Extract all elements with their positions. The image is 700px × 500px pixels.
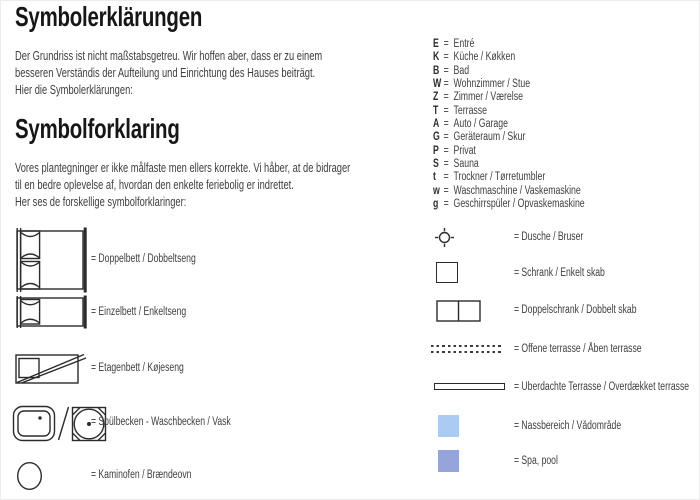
room-code-row <box>433 131 585 144</box>
room-code-label: Auto / Garage <box>453 118 508 131</box>
symbol-label-text: = Spülbecken - Waschbecken / Vask <box>91 416 231 428</box>
symbol-label-cabinet <box>514 267 635 280</box>
dash-row <box>431 351 504 353</box>
german-title: Symbolerklärungen <box>15 1 203 32</box>
symbol-label-text: = Überdachte Terrasse / Overdækket terrasse <box>514 381 690 393</box>
double-cabinet-icon <box>436 300 481 327</box>
room-code-row <box>433 158 585 171</box>
room-code-row <box>433 118 585 131</box>
room-code-letter: G <box>433 131 440 144</box>
room-code-letter: W <box>433 78 442 91</box>
wood-stove-icon <box>16 461 43 496</box>
symbol-label-text: = Doppelbett / Dobbeltseng <box>91 253 196 265</box>
german-intro <box>15 47 322 99</box>
room-code-letter: P <box>433 144 439 157</box>
symbol-label-text: = Nassbereich / Vådområde <box>514 420 622 432</box>
symbol-label-shower <box>514 231 606 244</box>
room-code-label: Bad <box>453 64 470 77</box>
room-code-row <box>433 171 585 184</box>
room-code-letter: T <box>433 104 439 117</box>
wash-basin-icon <box>12 405 56 447</box>
room-code-row <box>433 78 585 91</box>
symbol-label-text: = Einzelbett / Enkeltseng <box>91 306 187 318</box>
symbol-label-text: = Dusche / Bruser <box>514 231 584 243</box>
room-code-letter: w <box>433 184 440 197</box>
symbol-label-text: = Doppelschrank / Dobbelt skab <box>514 304 637 316</box>
equals-sign: = <box>443 184 449 197</box>
room-code-label: Privat <box>453 144 476 157</box>
equals-sign: = <box>443 171 449 184</box>
symbol-label-text: = Spa, pool <box>514 455 558 467</box>
symbol-label-double-bed <box>91 253 231 266</box>
room-code-row <box>433 185 585 198</box>
german-intro-line: Der Grundriss ist nicht maßstabsgetreu. Wir hoffen aber, dass er zu einem <box>15 48 323 63</box>
danish-intro <box>15 159 350 211</box>
symbol-label-spa-pool <box>514 455 573 468</box>
covered-terrace-icon <box>434 383 505 390</box>
equals-sign: = <box>443 198 449 211</box>
symbol-label-wet-area <box>514 420 657 433</box>
symbol-label-text: = Schrank / Enkelt skab <box>514 267 605 279</box>
slash-separator <box>57 405 70 447</box>
room-code-label: Waschmaschine / Vaskemaskine <box>453 184 581 197</box>
symbol-label-open-terrace <box>514 343 684 356</box>
equals-sign: = <box>443 78 449 91</box>
equals-sign: = <box>443 118 449 131</box>
room-code-letter: E <box>433 38 439 50</box>
room-code-letter: Z <box>433 91 439 104</box>
room-code-letter: B <box>433 64 440 77</box>
wet-area-swatch <box>438 415 459 437</box>
room-code-label: Geräteraum / Skur <box>453 131 526 144</box>
symbol-label-text: = Etagenbett / Køjeseng <box>91 362 184 374</box>
room-code-letter: g <box>433 198 439 211</box>
room-code-row <box>433 51 585 64</box>
room-code-row <box>433 105 585 118</box>
dash-row <box>431 345 504 347</box>
danish-title: Symbolforklaring <box>15 113 180 144</box>
single-bed-icon <box>13 295 89 334</box>
danish-intro-line: til en bedre oplevelse af, hvordan den enkelte feriebolig er indrettet. <box>15 177 294 193</box>
shower-icon <box>434 227 455 253</box>
bunk-bed-icon <box>14 352 88 391</box>
room-code-list <box>433 38 633 211</box>
room-code-label: Zimmer / Værelse <box>453 91 523 104</box>
single-cabinet-icon <box>436 262 458 283</box>
symbol-label-stove <box>91 469 225 482</box>
room-code-letter: A <box>433 118 440 131</box>
equals-sign: = <box>443 158 449 171</box>
equals-sign: = <box>443 51 449 64</box>
room-code-label: Geschirrspüler / Opvaskemaskine <box>453 198 585 211</box>
room-code-label: Trockner / Tørretumbler <box>453 171 546 184</box>
room-code-row <box>433 91 585 104</box>
german-intro-line: besseren Verständis der Aufteilung und Einrichtung des Hauses beiträgt. <box>15 65 316 81</box>
room-code-label: Wohnzimmer / Stue <box>453 78 531 91</box>
danish-intro-line: Her ses de forskellige symbolforklaringer: <box>15 194 187 210</box>
symbol-label-text: = Kaminofen / Brændeovn <box>91 469 192 481</box>
equals-sign: = <box>443 144 449 157</box>
equals-sign: = <box>443 131 449 144</box>
room-code-letter: S <box>433 158 439 171</box>
double-bed-icon <box>13 227 89 298</box>
room-code-label: Terrasse <box>453 104 488 117</box>
symbol-label-bunk-bed <box>91 362 215 375</box>
room-code-row <box>433 38 585 51</box>
room-code-label: Küche / Køkken <box>453 51 516 64</box>
room-code-letter: K <box>433 51 440 64</box>
symbol-label-single-bed <box>91 306 218 319</box>
equals-sign: = <box>443 104 449 117</box>
symbol-label-double-cabinet <box>514 304 677 317</box>
room-code-label: Sauna <box>453 158 479 171</box>
danish-intro-line: Vores plantegninger er ikke målfaste men ellers korrekte. Vi håber, at de bidrager <box>15 160 351 175</box>
room-code-row <box>433 198 585 211</box>
equals-sign: = <box>443 91 449 104</box>
room-code-letter: t <box>433 171 436 184</box>
symbol-label-covered-terrace <box>514 381 700 394</box>
symbol-label-sink <box>91 416 277 429</box>
room-code-row <box>433 65 585 78</box>
room-code-row <box>433 145 585 158</box>
open-terrace-icon <box>431 345 504 353</box>
symbol-label-text: = Offene terrasse / Åben terrasse <box>514 343 642 355</box>
equals-sign: = <box>443 64 449 77</box>
german-intro-line: Hier die Symbolerklärungen: <box>15 82 133 98</box>
room-code-label: Entré <box>453 38 475 50</box>
spa-pool-swatch <box>438 450 459 472</box>
equals-sign: = <box>443 38 449 50</box>
